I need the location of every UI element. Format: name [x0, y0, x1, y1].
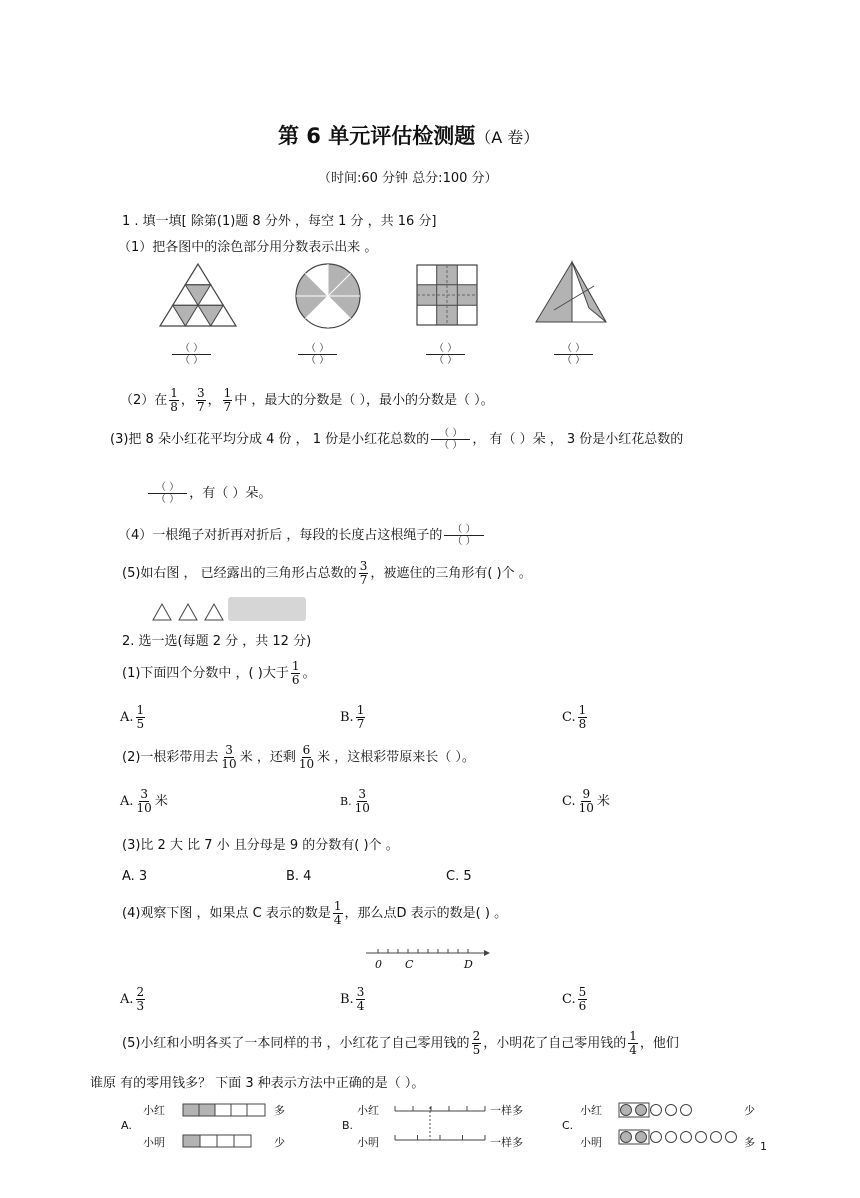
label-xiaohong: 小红 — [143, 1104, 165, 1117]
blank-den: （ ） — [180, 355, 204, 366]
q2-s4-option-c[interactable]: C. $\frac{5}{6}$ — [562, 985, 587, 1013]
blank-den: （ ） — [562, 355, 586, 366]
q1-part1: （1）把各图中的涂色部分用分数表示出来 。 — [118, 240, 378, 255]
blank-den: （ ） — [306, 355, 330, 366]
q2-s4 — [122, 900, 507, 927]
q2-s5-line2: 谁原 有的零用钱多？ 下面 3 种表示方法中正确的是（ ）。 — [90, 1076, 425, 1091]
q2-s4-option-b[interactable]: B. $\frac{3}{4}$ — [340, 985, 365, 1013]
figure-triangle — [158, 262, 238, 328]
q1-part5-b: ，被遮住的三角形有( )个 。 — [370, 566, 532, 581]
q1-part2-lead: （2）在 — [120, 393, 168, 408]
q2-s2-c: 米 ，这根彩带原来长（ ）。 — [317, 750, 475, 765]
figure-circle — [294, 262, 362, 330]
q2-s2-option-a[interactable]: A. $\frac{3}{10}$ 米 — [120, 787, 168, 815]
q1-part3-a: (3)把 8 朵小红花平均分成 4 份 ， 1 份是小红花总数的 — [110, 432, 430, 447]
q1-part3-b: ， 有（ ）朵 ， 3 份是小红花总数的 — [472, 432, 684, 447]
q2-s4-a: (4)观察下图 ，如果点 C 表示的数是 — [122, 906, 331, 921]
page-number: 1 — [760, 1140, 767, 1153]
q2-s5-b: ，小明花了自己零用钱的 — [483, 1036, 627, 1051]
label-same: 一样多 — [490, 1136, 523, 1149]
blank-num: （ ） — [172, 343, 211, 355]
q2-s3-option-a[interactable]: A. 3 — [122, 869, 148, 884]
label-xiaoming: 小明 — [357, 1136, 379, 1149]
q2-s1-option-c[interactable]: C. $\frac{1}{8}$ — [562, 703, 587, 731]
bar-model-a — [182, 1103, 272, 1149]
q1-heading: 1 . 填一填[ 除第(1)题 8 分外 ，每空 1 分 ，共 16 分] — [122, 214, 437, 229]
q2-s1-text: (1)下面四个分数中 ，( )大于 — [122, 666, 289, 681]
label-xiaoming: 小明 — [143, 1136, 165, 1149]
q2-s5-option-b-letter[interactable]: B. — [342, 1119, 354, 1132]
q2-s1-option-b[interactable]: B. $\frac{1}{7}$ — [340, 703, 365, 731]
q1-part2-rest: 中 ，最大的分数是（ ），最小的分数是（ ）。 — [234, 393, 494, 408]
answer-blank-fig1[interactable] — [170, 343, 213, 366]
answer-blank-frac[interactable]: $\frac{( )}{( )}$ — [148, 482, 187, 505]
q1-part3-line1 — [110, 428, 683, 451]
q2-s5-c: ，他们 — [639, 1036, 679, 1051]
axis-label-zero: 0 — [375, 958, 382, 971]
q2-s3: (3)比 2 大 比 7 小 且分母是 9 的分数有( )个 。 — [122, 838, 399, 853]
q1-part3-line2 — [146, 482, 271, 505]
q2-s3-option-b[interactable]: B. 4 — [286, 869, 312, 884]
blank-num: （ ） — [554, 343, 593, 355]
q1-part4 — [118, 524, 486, 547]
q2-s5-option-c-letter[interactable]: C. — [562, 1119, 574, 1132]
fraction: $\frac{1}{8}$ — [170, 386, 178, 414]
title-main: 第 6 单元评估检测题 — [278, 124, 476, 148]
visible-triangles — [152, 602, 226, 622]
label-less: 少 — [744, 1104, 755, 1117]
label-less: 少 — [274, 1136, 285, 1149]
q2-s2-option-c[interactable]: C. $\frac{9}{10}$ 米 — [562, 787, 610, 815]
figure-kite-triangle — [534, 260, 608, 326]
exam-subtitle: （时间:60 分钟 总分:100 分） — [318, 171, 498, 186]
page-title — [278, 120, 539, 150]
fraction: $\frac{2}{5}$ — [472, 1029, 481, 1057]
q2-s3-option-c[interactable]: C. 5 — [446, 869, 472, 884]
fraction: $\frac{3}{10}$ — [221, 743, 237, 771]
answer-blank-fig2[interactable] — [296, 343, 339, 366]
label-more: 多 — [274, 1104, 285, 1117]
circle-model-c — [618, 1102, 758, 1146]
q2-s1-option-a[interactable]: A. $\frac{1}{5}$ — [120, 703, 145, 731]
q2-heading: 2. 选一选(每题 2 分 ，共 12 分) — [122, 634, 312, 649]
answer-blank-frac[interactable]: $\frac{( )}{( )}$ — [444, 524, 483, 547]
q2-s2-a: (2)一根彩带用去 — [122, 750, 219, 765]
cover-block — [228, 597, 306, 621]
fraction: $\frac{1}{6}$ — [291, 659, 300, 687]
line-model-b — [394, 1104, 486, 1144]
label-xiaohong: 小红 — [580, 1104, 602, 1117]
answer-blank-fig3[interactable] — [424, 343, 467, 366]
q2-s4-b: ，那么点D 表示的数是( ) 。 — [344, 906, 508, 921]
q2-s2-b: 米 ，还剩 — [239, 750, 296, 765]
title-sub: （A 卷） — [475, 128, 540, 147]
blank-den: （ ） — [434, 355, 458, 366]
blank-num: （ ） — [426, 343, 465, 355]
blank-num: （ ） — [298, 343, 337, 355]
axis-label-d: D — [464, 958, 473, 971]
label-same: 一样多 — [490, 1104, 523, 1117]
q2-s1-end: 。 — [302, 666, 316, 681]
q2-s5-option-a-letter[interactable]: A. — [121, 1119, 132, 1132]
label-xiaoming: 小明 — [580, 1136, 602, 1149]
fraction: $\frac{1}{4}$ — [629, 1029, 637, 1057]
fraction: $\frac{6}{10}$ — [298, 743, 315, 771]
answer-blank-frac[interactable]: $\frac{( )}{( )}$ — [431, 428, 470, 451]
q2-s2 — [122, 744, 475, 771]
q1-part4-text: （4）一根绳子对折再对折后 ，每段的长度占这根绳子的 — [118, 528, 443, 543]
q2-s5-line1 — [122, 1030, 679, 1057]
q2-s4-option-a[interactable]: A. $\frac{2}{3}$ — [120, 985, 145, 1013]
label-xiaohong: 小红 — [357, 1104, 379, 1117]
q1-part2: （2）在 $\frac{1}{8}$ ， $\frac{3}{7}$ ， $\frac{1}{7}$ 中 ，最大的分数是（ ），最小的分数是（ ）。 — [120, 386, 494, 414]
q2-s5-a: (5)小红和小明各买了一本同样的书 ，小红花了自己零用钱的 — [122, 1036, 470, 1051]
q1-part5 — [122, 560, 532, 587]
fraction: $\frac{3}{7}$ — [359, 559, 368, 587]
label-more: 多 — [744, 1136, 755, 1149]
axis-label-c: C — [405, 958, 414, 971]
q2-s1 — [122, 660, 315, 687]
answer-blank-fig4[interactable] — [552, 343, 595, 366]
fraction: $\frac{1}{4}$ — [333, 899, 342, 927]
q1-part3-c: ，有（ ）朵。 — [189, 486, 272, 501]
fraction: $\frac{1}{7}$ — [223, 386, 232, 414]
q1-part5-a: (5)如右图 ， 已经露出的三角形占总数的 — [122, 566, 357, 581]
fraction: $\frac{3}{7}$ — [196, 386, 205, 414]
figure-square — [416, 264, 478, 326]
q2-s2-option-b[interactable]: B. $\frac{3}{10}$ — [340, 787, 370, 815]
